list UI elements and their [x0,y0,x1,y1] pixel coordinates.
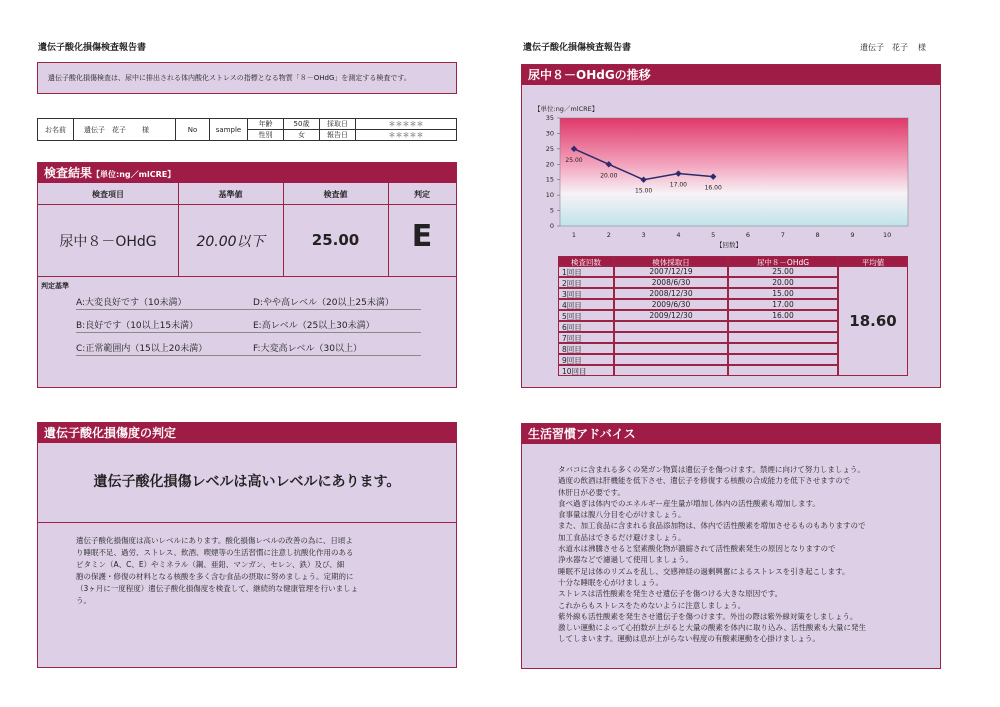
intro-text: 遺伝子酸化損傷検査は、尿中に排出される体内酸化ストレスの指標となる物質「８－OHdG」を測定する検査です。 [48,74,411,82]
data-label: 16.00 [704,184,722,192]
history-row [558,288,838,299]
history-table [558,256,908,376]
intro-box [37,62,457,94]
collect-value: ＊＊＊＊＊ [356,119,457,130]
history-cell-no: 5回目 [558,310,614,321]
advice-header: 生活習慣アドバイス [522,424,940,444]
history-rows [558,266,838,376]
col-val: 尿中８－OHdG [728,256,838,266]
advice-text [522,444,940,645]
advice-line: 加工食品はできるだけ避けましょう。 [558,532,686,542]
criteria-f: F:大変高レベル（30以上） [253,344,362,354]
advice-line: 浄水器などで濾過して使用しましょう。 [558,555,693,565]
history-cell-date: 2009/12/30 [614,310,728,321]
x-tick-label: 6 [745,231,751,239]
advice-line: これからもストレスをためないように注意しましょう。 [558,600,746,610]
history-row [558,299,838,310]
history-cell-no: 9回目 [558,354,614,365]
data-label: 20.00 [600,172,618,180]
results-header: 検査結果【単位:ng／mlCRE】 [38,163,456,183]
advice-line: 食事量は腹八分目を心がけましょう。 [558,510,686,520]
history-cell-date [614,343,728,354]
history-cell-no: 1回目 [558,266,614,277]
advice-line: 過度の飲酒は肝機能を低下させ、遺伝子を修復する核酸の合成能力を低下させますので [558,476,851,486]
advice-line: 十分な睡眠を心がけましょう。 [558,577,663,587]
history-cell-date [614,354,728,365]
history-cell-val [728,365,838,376]
judgement-line: 遺伝子酸化損傷度は高いレベルにあります。酸化損傷レベルの改善の為に、日頃よ [76,536,353,545]
judgement-body [38,523,456,607]
report-label: 報告日 [320,130,356,141]
collect-label: 採取日 [320,119,356,130]
grade-value: E [411,219,433,254]
history-cell-val: 25.00 [728,266,838,277]
history-cell-date: 2007/12/19 [614,266,728,277]
x-tick-label: 5 [711,231,716,239]
trend-chart [522,86,940,256]
trend-header: 尿中８－OHdGの推移 [522,65,940,85]
age-value: 50歳 [284,119,320,130]
y-axis-title: 【単位:ng／mlCRE】 [534,105,599,113]
history-cell-date [614,332,728,343]
reference-value: 20.00以下 [196,234,265,250]
criteria-a: A:大変良好です（10未満） [76,298,187,308]
history-row [558,310,838,321]
col-date: 検体採取日 [614,256,728,266]
history-cell-date: 2008/12/30 [614,288,728,299]
judgement-line: 胞の保護・修復の材料となる核酸を多く含む食品の摂取に努めましょう。定期的に [76,572,354,581]
sex-value: 女 [284,130,320,141]
advice-line: してしまいます。運動は息が上がらない程度の有酸素運動を心掛けましょう。 [558,634,820,644]
history-row [558,343,838,354]
criteria-c: C:正常範囲内（15以上20未満） [76,344,208,354]
x-tick-label: 10 [883,231,892,239]
col-grade-label: 判定 [414,190,430,199]
advice-line: 水道水は沸騰させると窒素酸化物が濃縮されて活性酸素発生の原因となりますので [558,544,836,554]
results-grid [38,183,456,277]
x-axis-title: 【回数】 [716,241,742,249]
judgement-header: 遺伝子酸化損傷度の判定 [38,423,456,443]
advice-line: 休肝日が必要です。 [558,487,625,497]
x-tick-label: 4 [676,231,681,239]
advice-line: 紫外線も活性酸素を発生させ遺伝子を傷つけます。外出の際は紫外線対策をしましょう。 [558,611,858,621]
history-cell-date: 2008/6/30 [614,277,728,288]
col-no: 検査回数 [558,256,614,266]
judgement-line: り睡眠不足、過労、ストレス、飲酒、喫煙等の生活習慣に注意し抗酸化作用のある [76,548,354,557]
col-avg: 平均値 [838,256,908,266]
history-row [558,365,838,376]
y-tick-label: 20 [545,160,554,169]
y-tick-label: 0 [549,222,554,230]
criteria-list [38,291,456,381]
report-value: ＊＊＊＊＊ [356,130,457,141]
x-tick-label: 9 [850,231,855,239]
sex-label: 性別 [248,130,284,141]
history-row [558,266,838,277]
average-cell [838,266,908,376]
judgement-headline: 遺伝子酸化損傷レベルは高いレベルにあります。 [38,443,456,523]
advice-line: ストレスは活性酸素を発生させ遺伝子を傷つける大きな原因です。 [558,589,783,599]
criteria-b: B:良好です（10以上15未満） [76,321,199,331]
trend-panel [521,64,941,388]
y-tick-label: 5 [549,206,554,215]
col-ref-label: 基準値 [218,190,243,199]
advice-line: 激しい運動によって心拍数が上がると大量の酸素を体内に取り込み、活性酸素も大量に発生 [558,623,866,633]
history-cell-val [728,332,838,343]
history-cell-val: 16.00 [728,310,838,321]
age-label: 年齢 [248,119,284,130]
test-item: 尿中８－OHdG [59,234,157,250]
name-label: お名前 [38,119,74,141]
judgement-line: ビタミン（A、C、E）やミネラル（鋼、亜鉛、マンガン、セレン、鉄）及び、細 [76,560,345,569]
history-cell-no: 2回目 [558,277,614,288]
history-header-row [558,256,908,266]
criteria-e: E:高レベル（25以上30未満） [253,321,375,331]
criteria-title: 判定基準 [41,282,69,290]
y-tick-label: 15 [545,175,554,184]
data-label: 25.00 [565,156,583,164]
history-cell-val [728,321,838,332]
y-tick-label: 35 [545,114,554,122]
judgement-line: （3ヶ月に一度程度）遺伝子酸化損傷度を検査して、継続的な健康管理を行いましょ [76,584,359,593]
patient-info-table [37,118,457,141]
no-value: sample [210,119,248,141]
y-tick-label: 30 [545,129,554,138]
results-panel [37,162,457,388]
history-cell-val: 17.00 [728,299,838,310]
x-tick-label: 7 [780,231,785,239]
advice-line: 睡眠不足は体のリズムを乱し、交感神経の過剰興奮によるストレスを引き起こします。 [558,566,850,576]
judgement-line: う。 [76,596,91,605]
history-cell-date [614,321,728,332]
criteria-d: D:やや高レベル（20以上25未満） [253,298,394,308]
history-cell-date [614,365,728,376]
history-row [558,354,838,365]
patient-name: 遺伝子 花子 様 [74,119,176,141]
right-patient-name: 遺伝子 花子 様 [860,43,926,52]
left-doc-title: 遺伝子酸化損傷検査報告書 [38,43,147,53]
x-tick-label: 3 [641,231,646,239]
y-tick-label: 10 [545,191,554,200]
history-cell-no: 4回目 [558,299,614,310]
no-label: No [176,119,210,141]
history-cell-no: 10回目 [558,365,614,376]
x-tick-label: 2 [606,231,611,239]
data-label: 17.00 [669,181,687,189]
right-doc-title: 遺伝子酸化損傷検査報告書 [523,43,632,53]
col-item-label: 検査項目 [92,190,124,199]
history-cell-val: 15.00 [728,288,838,299]
advice-line: 食べ過ぎは体内でのエネルギー産生量が増加し体内の活性酸素も増加します。 [558,498,820,508]
history-cell-val: 20.00 [728,277,838,288]
history-row [558,321,838,332]
col-value-label: 検査値 [323,190,348,199]
data-label: 15.00 [635,187,653,195]
history-cell-no: 3回目 [558,288,614,299]
history-cell-no: 8回目 [558,343,614,354]
history-row [558,332,838,343]
advice-panel [521,423,941,669]
advice-line: また、加工食品に含まれる食品添加物は、体内で活性酸素を増加させるものもありますので [558,521,866,531]
x-tick-label: 1 [571,231,577,239]
history-cell-no: 6回目 [558,321,614,332]
judgement-panel [37,422,457,668]
history-cell-val [728,354,838,365]
advice-line: タバコに含まれる多くの発ガン物質は遺伝子を傷つけます。禁煙に向けて努力しましょう。 [558,465,865,474]
measured-value: 25.00 [311,231,360,249]
history-row [558,277,838,288]
history-cell-date: 2009/6/30 [614,299,728,310]
y-tick-label: 25 [545,144,554,153]
average-value: 18.60 [849,312,897,330]
history-cell-val [728,343,838,354]
history-cell-no: 7回目 [558,332,614,343]
x-tick-label: 8 [815,231,820,239]
